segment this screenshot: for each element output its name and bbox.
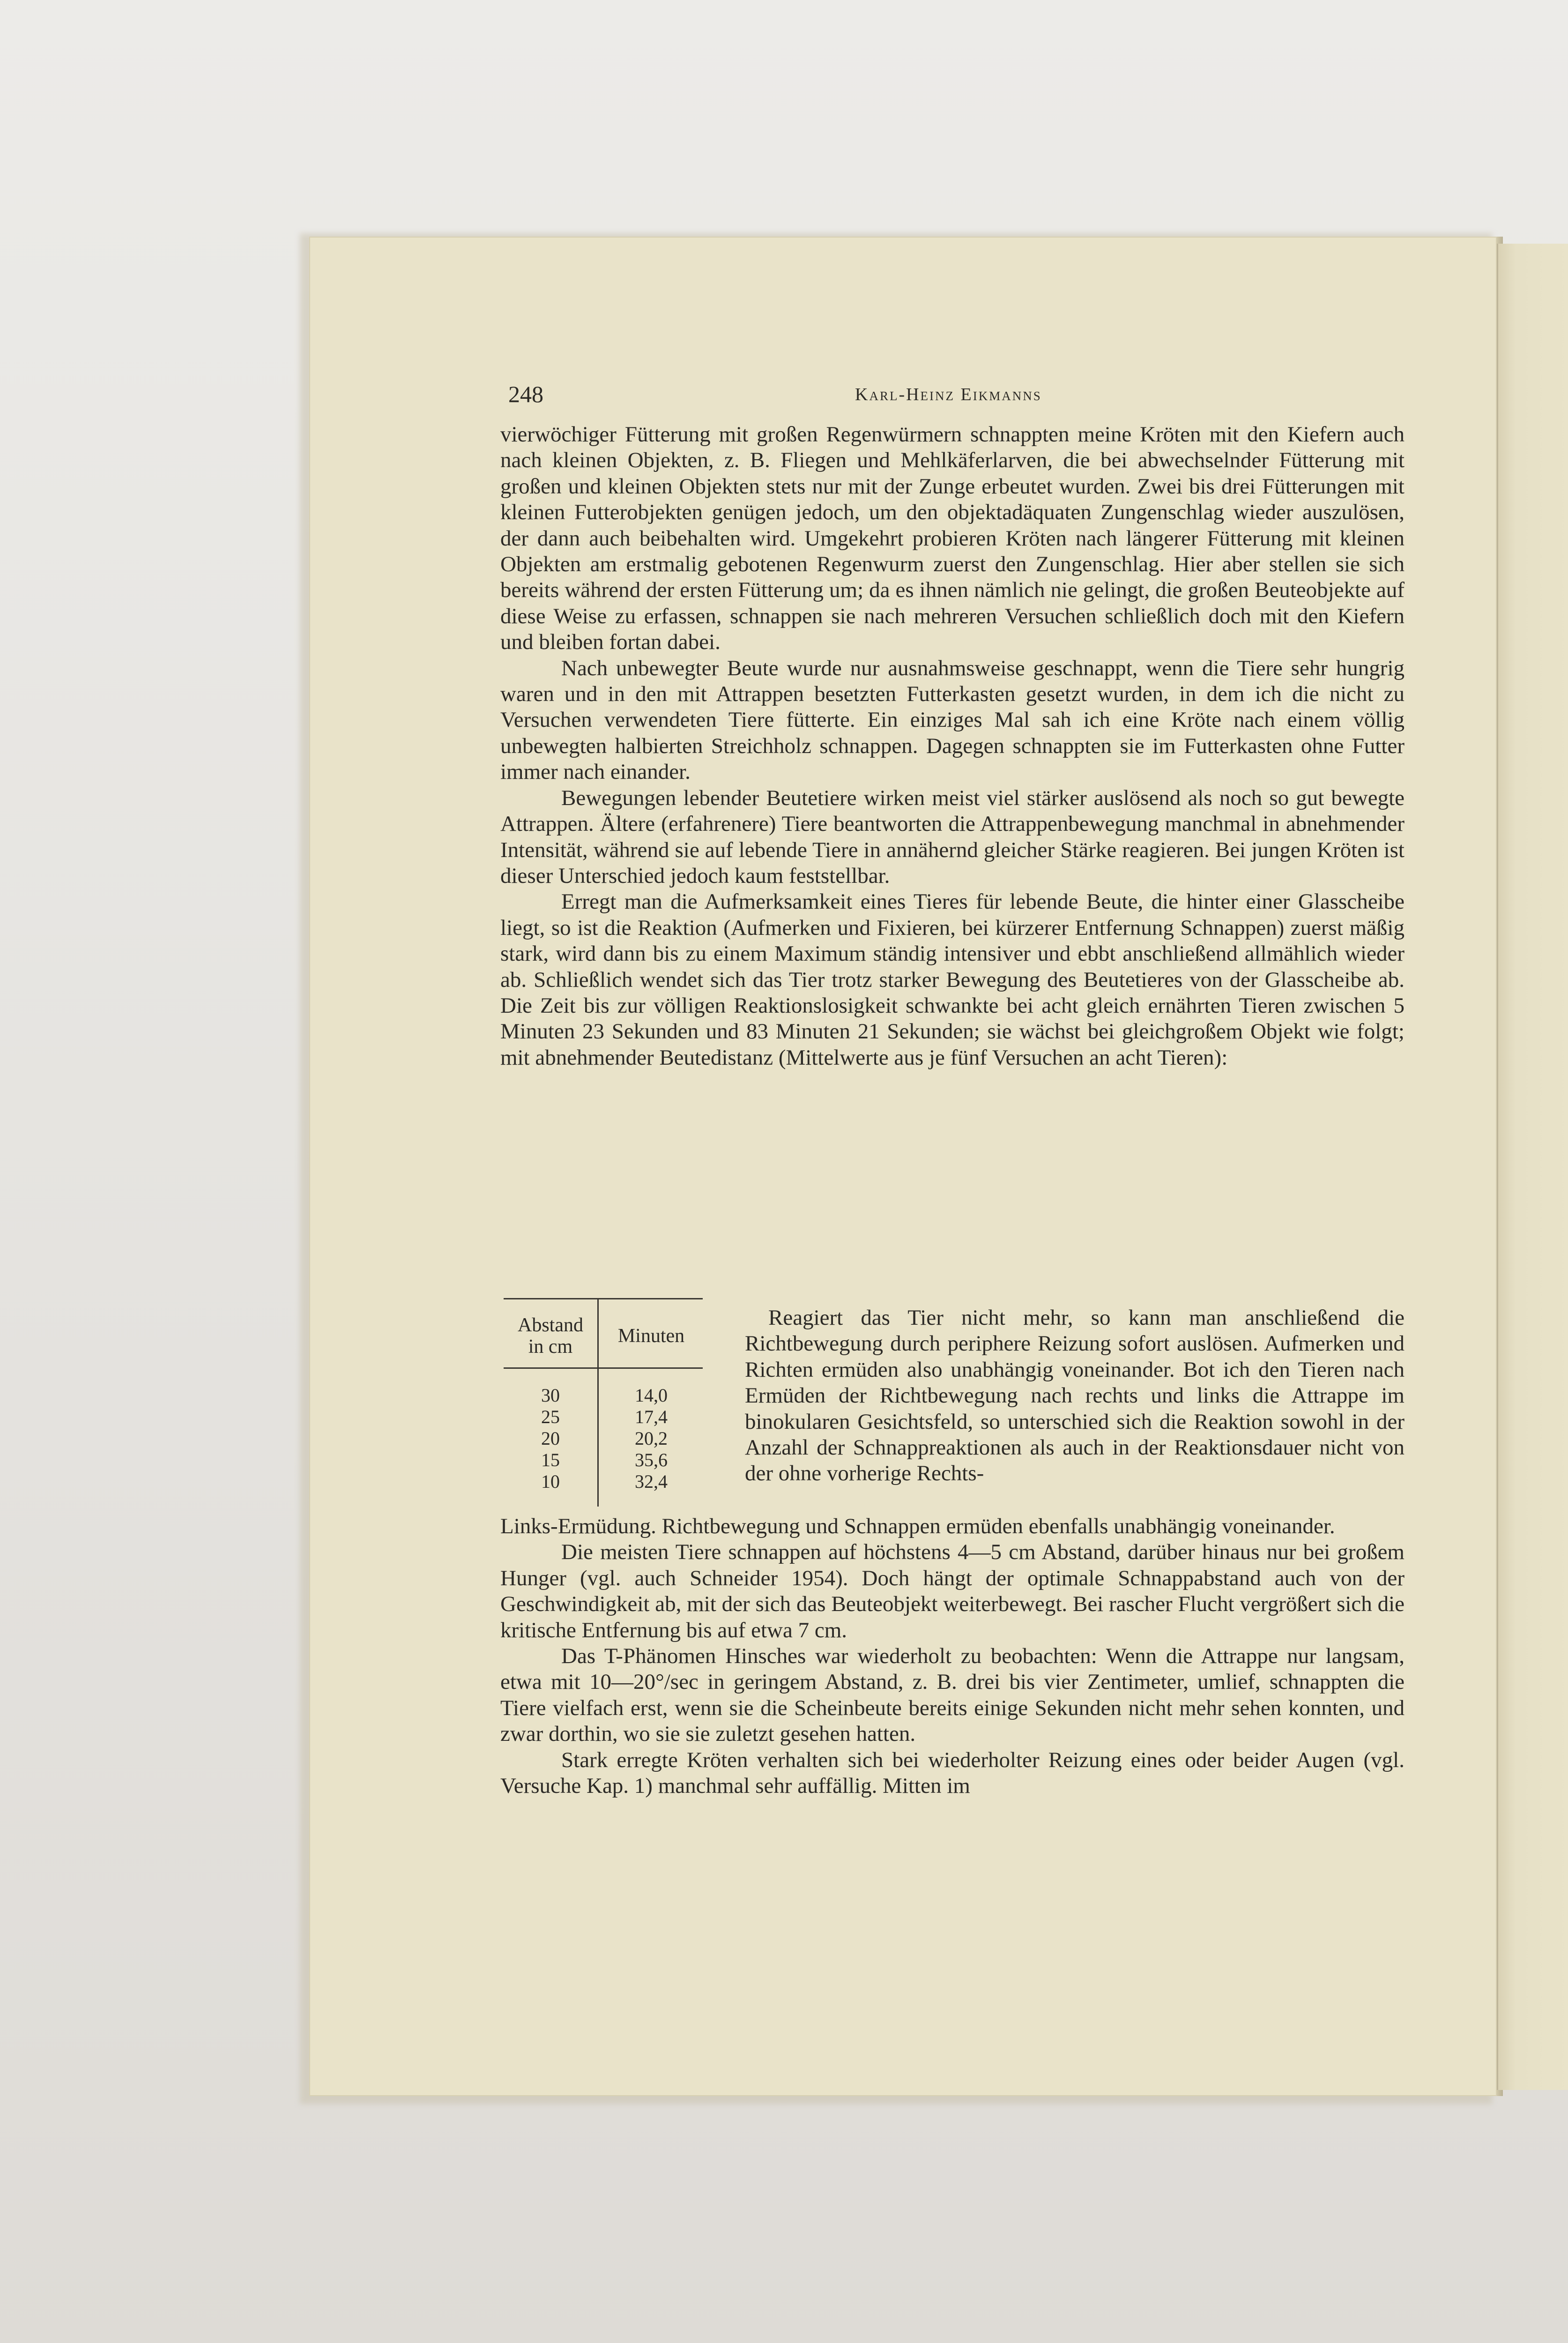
table-cell: 17,4 — [635, 1406, 668, 1427]
paragraph: Links-Ermüdung. Richtbewegung und Schnappen ermüden ebenfalls unabhängig voneinander. — [500, 1514, 1335, 1538]
table-column-divider — [597, 1298, 599, 1507]
table-cell: 10 — [541, 1471, 560, 1492]
paragraph: Erregt man die Aufmerksamkeit eines Tieres für lebende Beute, die hinter einer Glasscheibe liegt, so ist die Reaktion (Aufmerken und Fixieren, bei kürzerer Entfernung Schnappen) zuerst mäßig stark, wird dann bis zu einem Maximum ständig intensiver und ebbt anschließend allmählich wieder ab. Schließlich wendet sich das Tier trotz starker Bewegung des Beutetieres von der Glasscheibe ab. Die Zeit bis zur völligen Reaktionslosigkeit schwankte bei acht gleich ernährten Tieren zwischen 5 Minuten 23 Sekunden und 83 Minuten 21 Sekunden; sie wächst bei gleichgroßem Objekt wie folgt; mit abnehmender Beutedistanz (Mittelwerte aus je fünf Versuchen an acht Tieren): — [500, 889, 1405, 1070]
paragraph: Die meisten Tiere schnappen auf höchstens 4—5 cm Abstand, darüber hinaus nur bei großem Hunger (vgl. auch Schneider 1954). Doch hängt der optimale Schnappabstand auch von der Geschwindigkeit ab, mit der sich das Beuteobjekt weiterbewegt. Bei rascher Flucht vergrößert sich die kritische Entfernung bis auf etwa 7 cm. — [500, 1540, 1405, 1642]
distance-minutes-table — [504, 1298, 703, 1509]
header-line: Abstand — [518, 1314, 583, 1336]
paragraph: Reagiert das Tier nicht mehr, so kann man anschließend die Richtbewegung durch periphere Reizung sofort auslösen. Aufmerken und Richten ermüden also unabhängig voneinander. Bot ich den Tieren nach Ermüden der Richtbewegung nach rechts und links die Attrappe im binokularen Gesichtsfeld, so unterschied sich die Reaktion sowohl in der Anzahl der Schnappreaktionen als auch in der Reaktionsdauer nicht von der ohne vorherige Rechts- — [745, 1306, 1405, 1486]
table-cell: 30 — [541, 1385, 560, 1406]
table-cell: 35,6 — [635, 1449, 668, 1470]
table-header-rule — [504, 1367, 703, 1369]
body-text-top — [500, 422, 1405, 1071]
distance-column — [504, 1385, 597, 1492]
paragraph: Bewegungen lebender Beutetiere wirken meist viel stärker auslösend als noch so gut bewegte Attrappen. Ältere (erfahrenere) Tiere beantworten die Attrappenbewegung manchmal in abnehmender Intensität, während sie auf lebende Tiere in annähernd gleicher Stärke reagieren. Bei jungen Kröten ist dieser Unterschied jedoch kaum feststellbar. — [500, 785, 1405, 888]
table-cell: 15 — [541, 1449, 560, 1470]
paragraph: Stark erregte Kröten verhalten sich bei wiederholter Reizung eines oder beider Augen (vgl. Versuche Kap. 1) manchmal sehr auffällig. Mitten im — [500, 1747, 1405, 1798]
paragraph: Nach unbewegter Beute wurde nur ausnahmsweise geschnappt, wenn die Tiere sehr hungrig waren und in den mit Attrappen besetzten Futterkasten gesetzt wurden, in dem ich die nicht zu Versuchen verwendeten Tiere fütterte. Ein einziges Mal sah ich eine Kröte nach einem völlig unbewegten halbierten Streichholz schnappen. Dagegen schnappten sie im Futterkasten ohne Futter immer nach einander. — [500, 656, 1405, 784]
running-head: Karl-Heinz Eikmanns — [855, 385, 1042, 404]
page-header — [508, 381, 1403, 413]
facing-page-edge — [1497, 244, 1568, 2090]
header-line: in cm — [528, 1336, 573, 1358]
table-header-minutes: Minuten — [617, 1325, 685, 1347]
paragraph: vierwöchiger Fütterung mit großen Regenwürmern schnappten meine Kröten mit den Kiefern auch nach kleinen Objekten, z. B. Fliegen und Mehlkäferlarven, die bei abwechselnder Fütterung mit großen und kleinen Objekten stets nur mit der Zunge erbeutet wurden. Zwei bis drei Fütterungen mit kleinen Futterobjekten genügen jedoch, um den objektadäquaten Zungenschlag wieder auszulösen, der dann auch beibehalten wird. Umgekehrt probieren Kröten nach längerer Fütterung mit kleinen Objekten am erstmalig gebotenen Regenwurm zuerst den Zungenschlag. Hier aber stellen sie sich bereits während der ersten Fütterung um; da es ihnen nämlich nie gelingt, die großen Beuteobjekte auf diese Weise zu erfassen, schnappen sie nach mehreren Versuchen schließlich doch mit den Kiefern und bleiben fortan dabei. — [500, 422, 1405, 655]
table-cell: 25 — [541, 1406, 560, 1427]
table-cell: 14,0 — [635, 1385, 668, 1406]
table-header-distance — [504, 1314, 597, 1358]
table-cell: 32,4 — [635, 1471, 668, 1492]
table-top-rule — [504, 1298, 703, 1299]
body-text-beside-table — [745, 1305, 1405, 1487]
table-cell: 20 — [541, 1428, 560, 1449]
body-text-bottom — [500, 1514, 1405, 1799]
table-cell: 20,2 — [635, 1428, 668, 1449]
paragraph: Das T-Phänomen Hinsches war wiederholt zu beobachten: Wenn die Attrappe nur langsam, etwa mit 10—20°/sec in geringem Abstand, z. B. drei bis vier Zentimeter, umlief, schnappten die Tiere vielfach erst, wenn sie die Scheinbeute bereits einige Sekunden nicht mehr sehen konnten, und zwar dorthin, wo sie sie zuletzt gesehen hatten. — [500, 1644, 1405, 1746]
minutes-column — [600, 1385, 703, 1492]
page-number: 248 — [508, 381, 543, 407]
